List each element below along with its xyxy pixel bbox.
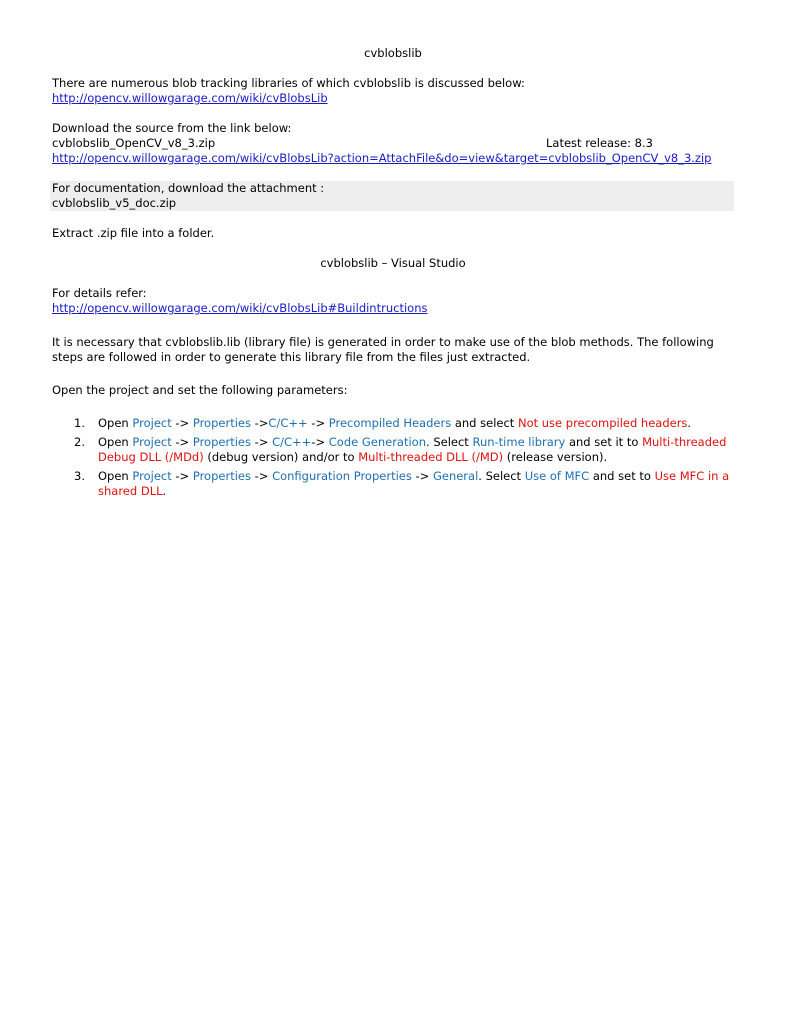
- spacer: [52, 398, 734, 416]
- menu-use-of-mfc: Use of MFC: [524, 469, 590, 483]
- download-file-name: cvblobslib_OpenCV_v8_3.zip: [52, 136, 216, 150]
- menu-properties: Properties: [192, 416, 251, 430]
- download-link-line: [52, 151, 734, 166]
- menu-project: Project: [132, 435, 172, 449]
- spacer: [52, 241, 734, 256]
- documentation-text: For documentation, download the attachment :: [52, 181, 325, 195]
- documentation-block: [50, 181, 734, 211]
- menu-properties: Properties: [192, 435, 251, 449]
- intro-text: There are numerous blob tracking libraries of which cvblobslib is discussed below:: [52, 76, 525, 90]
- spacer: [52, 106, 734, 121]
- page-title: cvblobslib: [364, 46, 422, 60]
- list-item: [52, 435, 734, 465]
- extract-text: Extract .zip file into a folder.: [52, 226, 215, 240]
- menu-project: Project: [132, 469, 172, 483]
- spacer: [52, 365, 734, 383]
- step-text: ->: [311, 435, 329, 449]
- step-text: ->: [250, 416, 269, 430]
- step-number: 3.: [74, 469, 85, 483]
- step-number: 2.: [74, 435, 85, 449]
- step-text: .: [687, 416, 692, 430]
- menu-cpp: C/C++: [268, 416, 308, 430]
- step-text: . Select: [426, 435, 473, 449]
- step-text: . Select: [478, 469, 525, 483]
- setting-value: Use MFC in a shared DLL: [98, 469, 730, 498]
- menu-cpp: C/C++: [272, 435, 312, 449]
- details-text: For details refer:: [52, 286, 147, 300]
- step-text: and select: [451, 416, 518, 430]
- details-link-line: [52, 301, 734, 316]
- step-text: ->: [250, 435, 273, 449]
- list-item: [52, 469, 734, 499]
- intro-link-line: [52, 91, 734, 106]
- step-text: and set it to: [565, 435, 643, 449]
- step-text: ->: [171, 435, 193, 449]
- cvblobslib-wiki-link[interactable]: http://opencv.willowgarage.com/wiki/cvBlobsLib: [52, 91, 328, 105]
- step-text: Open: [98, 469, 133, 483]
- step-text: ->: [307, 416, 329, 430]
- step-text: (debug version) and/or to: [203, 450, 359, 464]
- setting-value: Multi-threaded Debug DLL (/MDd): [98, 435, 727, 464]
- necessary-paragraph: It is necessary that cvblobslib.lib (library file) is generated in order to make use of the blob methods. The following steps are followed in order to generate this library file from the files just extracted.: [52, 335, 714, 364]
- spacer: [52, 61, 734, 76]
- step-text: (release version).: [503, 450, 608, 464]
- latest-release: Latest release: 8.3: [546, 136, 653, 150]
- step-text: and set to: [589, 469, 655, 483]
- step-text: ->: [171, 469, 193, 483]
- step-text: ->: [250, 469, 273, 483]
- setting-value: Not use precompiled headers: [517, 416, 688, 430]
- spacer: [52, 271, 734, 286]
- download-link[interactable]: http://opencv.willowgarage.com/wiki/cvBlobsLib?action=AttachFile&do=view&target=cvblobslib_OpenCV_v8_3.zip: [52, 151, 712, 165]
- menu-precompiled-headers: Precompiled Headers: [328, 416, 452, 430]
- setting-value: Multi-threaded DLL (/MD): [358, 450, 504, 464]
- step-text: ->: [411, 469, 433, 483]
- download-heading: Download the source from the link below:: [52, 121, 292, 135]
- download-file-row: [52, 136, 734, 151]
- steps-list: [52, 416, 734, 499]
- menu-configuration-properties: Configuration Properties: [272, 469, 412, 483]
- step-text: ->: [171, 416, 193, 430]
- step-text: Open: [98, 416, 133, 430]
- menu-runtime-library: Run-time library: [472, 435, 566, 449]
- menu-project: Project: [132, 416, 172, 430]
- step-number: 1.: [74, 416, 85, 430]
- menu-properties: Properties: [192, 469, 251, 483]
- menu-general: General: [432, 469, 479, 483]
- spacer: [52, 166, 734, 181]
- menu-code-generation: Code Generation: [328, 435, 427, 449]
- document-page: [52, 46, 734, 503]
- section-title: cvblobslib – Visual Studio: [320, 256, 466, 270]
- step-text: Open: [98, 435, 133, 449]
- spacer: [52, 316, 734, 335]
- open-project-text: Open the project and set the following parameters:: [52, 383, 348, 397]
- list-item: [52, 416, 734, 431]
- spacer: [52, 211, 734, 226]
- documentation-file: cvblobslib_v5_doc.zip: [52, 196, 177, 210]
- build-instructions-link[interactable]: http://opencv.willowgarage.com/wiki/cvBlobsLib#Buildintructions: [52, 301, 428, 315]
- step-text: .: [162, 484, 167, 498]
